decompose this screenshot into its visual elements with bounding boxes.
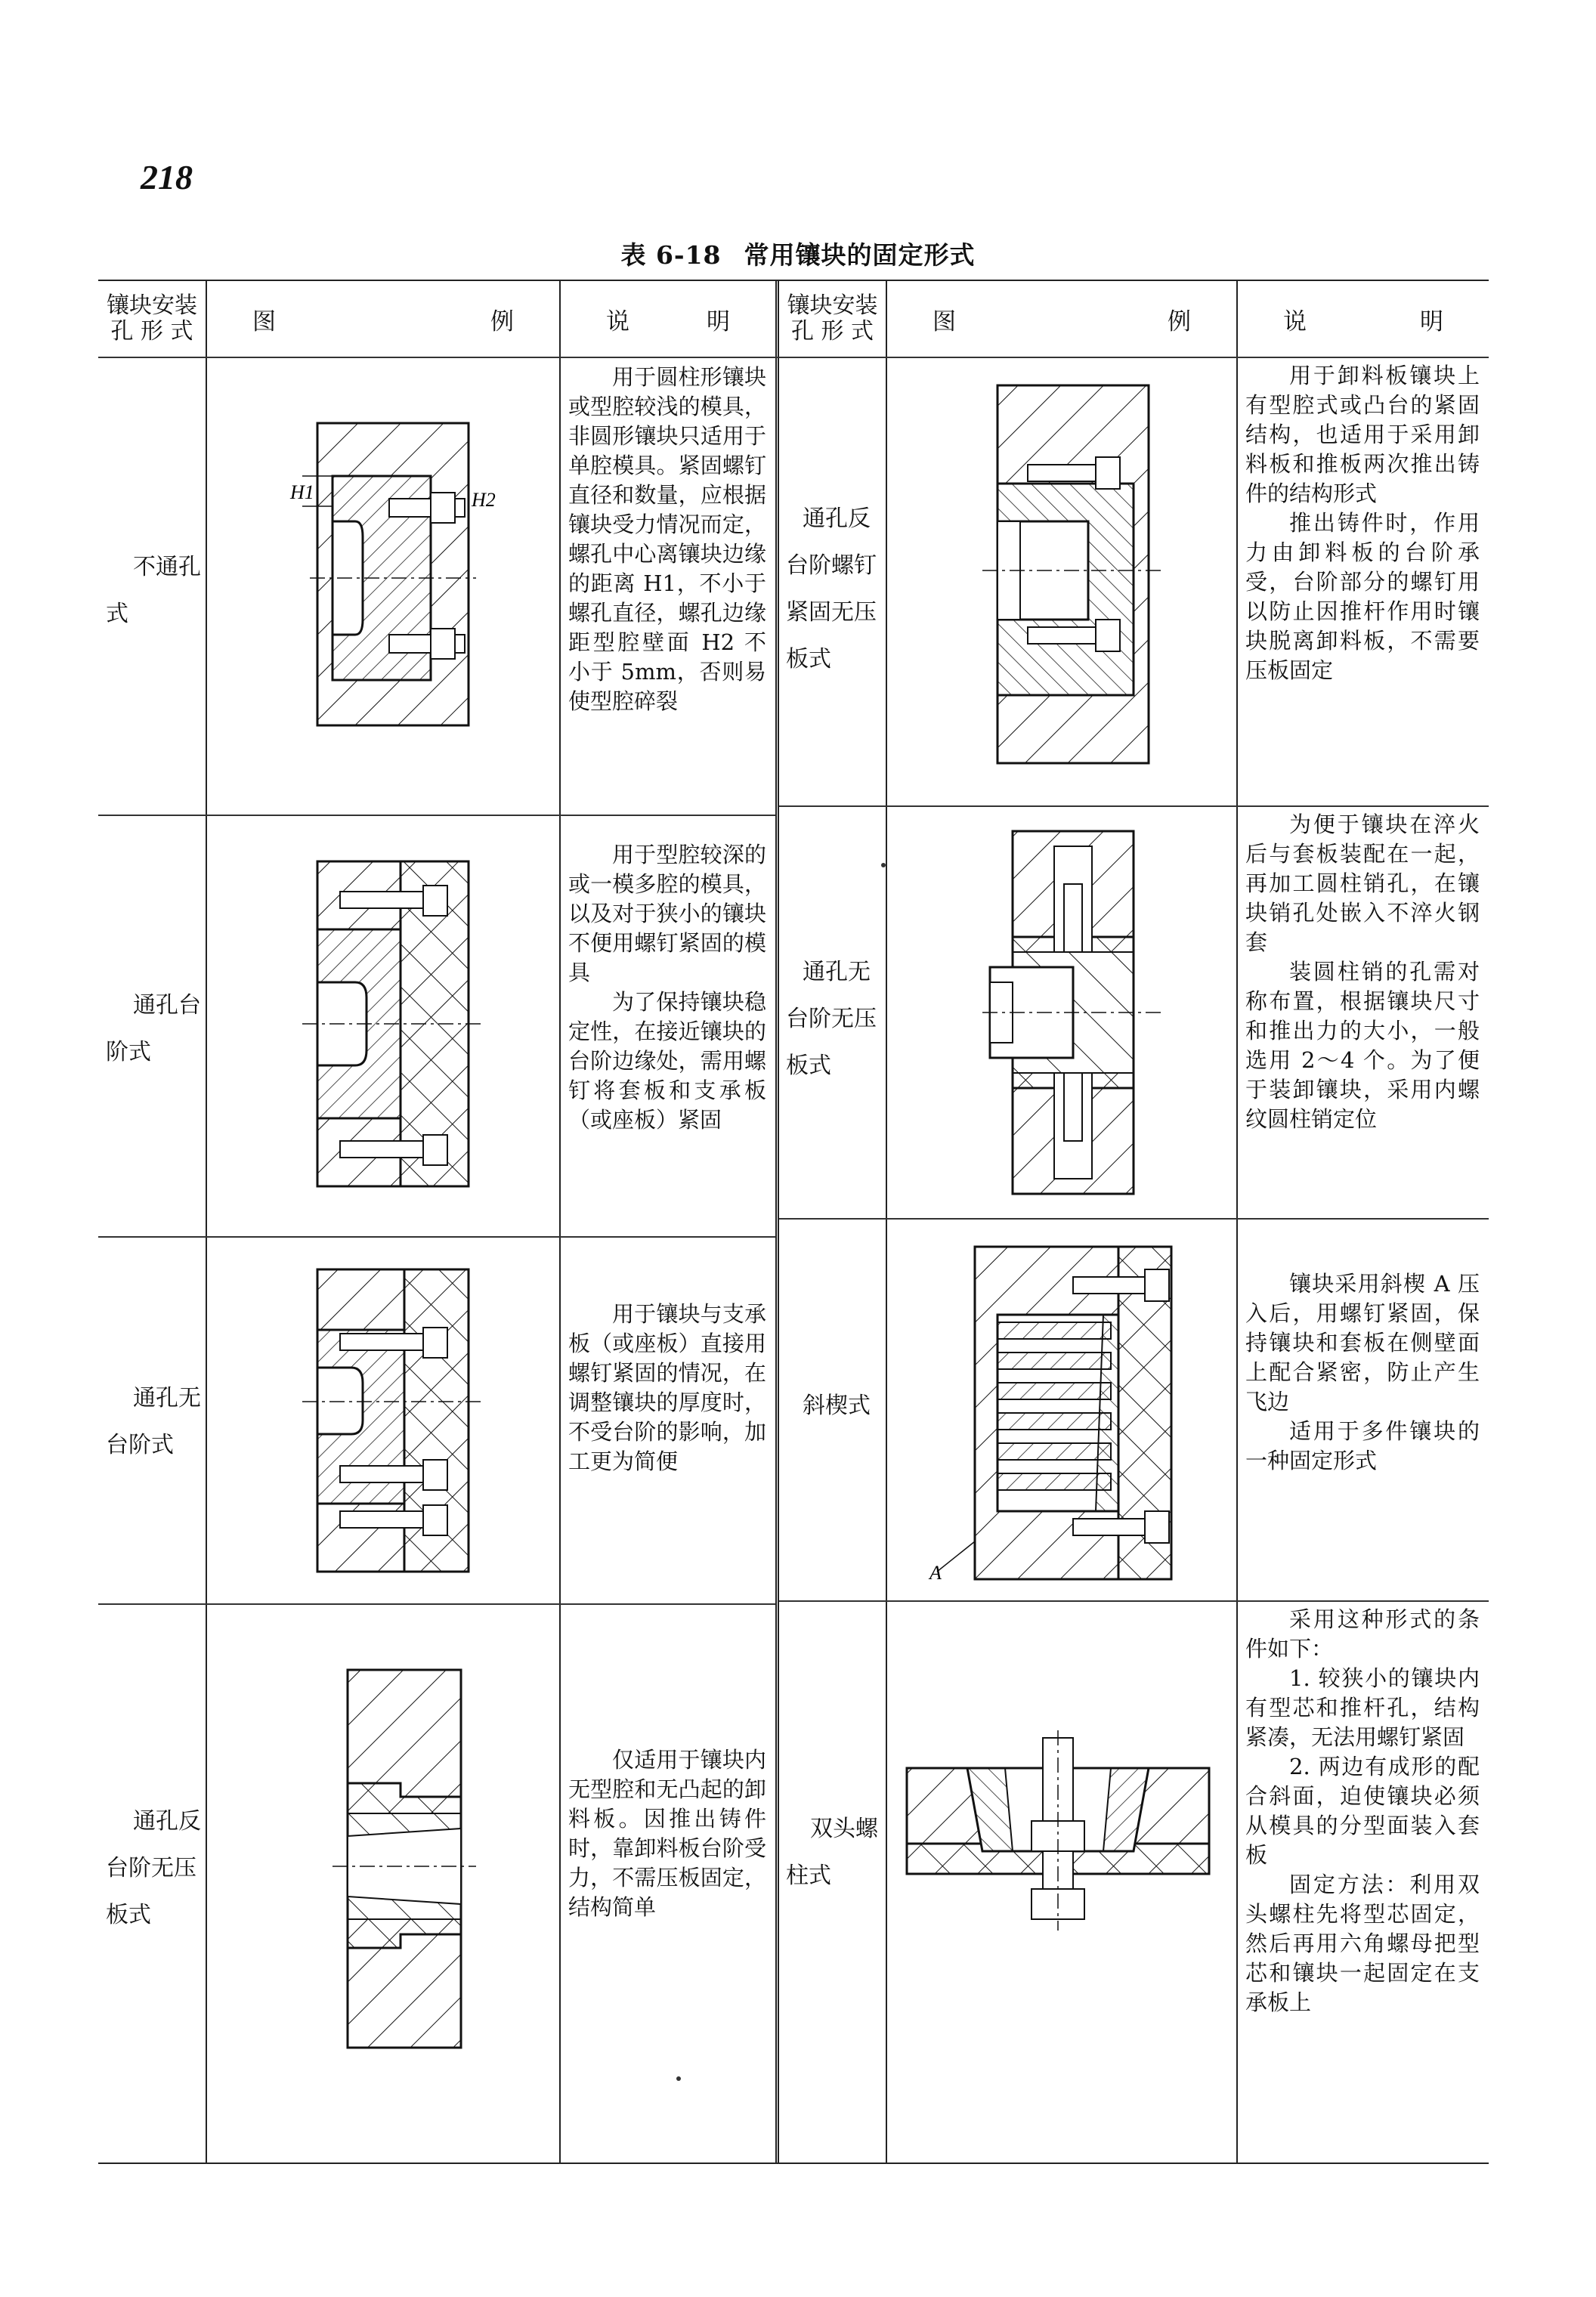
- description: [568, 363, 766, 716]
- description: [568, 1300, 766, 1476]
- reverse-step-plate-figure: [325, 1662, 476, 2055]
- description-paragraph: 采用这种形式的条件如下：: [1245, 1606, 1480, 1662]
- description: [1245, 361, 1480, 685]
- header-form: [779, 281, 886, 357]
- form-label: [786, 949, 884, 1090]
- row-rule: [98, 1236, 775, 1238]
- header-form: [98, 281, 206, 357]
- header-figure-char: 图: [252, 308, 276, 335]
- form-label-line: 柱式: [786, 1863, 831, 1889]
- header-figure: [887, 281, 1236, 357]
- header-form-line1: 镶块安装: [107, 292, 197, 319]
- stepped-through-hole-figure: [302, 846, 484, 1201]
- table-caption: 常用镶块的固定形式: [744, 240, 976, 270]
- form-label-line: 通孔台: [133, 992, 201, 1019]
- wedge-insert-figure: [929, 1239, 1217, 1587]
- description-paragraph: 仅适用于镶块内无型腔和无凸起的卸料板。因推出铸件时，靠卸料板台阶受力，不需压板固定，结构简单: [568, 1747, 766, 1920]
- col-divider: [886, 280, 887, 2163]
- form-label-line: 斜楔式: [803, 1393, 871, 1419]
- form-label: [106, 1798, 204, 1939]
- header-note-char: 明: [1420, 308, 1443, 335]
- plain-through-hole-figure: [302, 1262, 484, 1579]
- description-paragraph: 为了保持镶块稳定性，在接近镶块的台阶边缘处，需用螺钉将套板和支承板（或座板）紧固: [568, 989, 766, 1133]
- form-label-line: 板式: [106, 1902, 151, 1928]
- description-paragraph: 用于型腔较深的或一模多腔的模具，以及对于狭小的镶块不便用螺钉紧固的模具: [568, 842, 766, 985]
- form-label-line: 紧固无压: [786, 599, 877, 626]
- description: [1245, 1269, 1480, 1476]
- description-paragraph: 固定方法：利用双头螺柱先将型芯固定，然后再用六角螺母把型芯和镶块一起固定在支承板上: [1245, 1872, 1480, 2015]
- row-rule: [779, 1218, 1489, 1220]
- description-paragraph: 适用于多件镶块的一种固定形式: [1245, 1418, 1480, 1473]
- table-number: 表 6-18: [620, 240, 722, 270]
- row-rule: [98, 815, 775, 816]
- description-paragraph: 2. 两边有成形的配合斜面，迫使镶块必须从模具的分型面装入套板: [1245, 1754, 1480, 1868]
- blind-hole-insert-figure: [287, 408, 496, 740]
- scan-speck: [881, 863, 886, 867]
- description-paragraph: 装圆柱销的孔需对称布置，根据镶块尺寸和推出力的大小，一般选用 2～4 个。为了便于装卸镶块，采用内螺纹圆柱销定位: [1245, 959, 1480, 1132]
- header-figure-char: 图: [933, 308, 956, 335]
- header-form-line2: 孔 形 式: [790, 318, 874, 345]
- col-divider: [206, 280, 207, 2163]
- form-label-line: 板式: [786, 646, 831, 672]
- form-label: [786, 496, 884, 683]
- header-note: [1238, 281, 1489, 357]
- header-form-line2: 孔 形 式: [110, 318, 193, 345]
- description-paragraph: 用于镶块与支承板（或座板）直接用螺钉紧固的情况，在调整镶块的厚度时，不受台阶的影响，加工更为简便: [568, 1301, 766, 1474]
- description: [1245, 810, 1480, 1134]
- form-label-line: 通孔无: [803, 959, 871, 985]
- description-paragraph: 用于卸料板镶块上有型腔式或凸台的紧固结构，也适用于采用卸料板和推板两次推出铸件的结构形式: [1245, 363, 1480, 506]
- description-paragraph: 镶块采用斜楔 A 压入后，用螺钉紧固，保持镶块和套板在侧壁面上配合紧密，防止产生飞边: [1245, 1271, 1480, 1414]
- form-label-line: 双头螺: [810, 1816, 878, 1842]
- header-figure-char: 例: [490, 308, 514, 335]
- header-note-char: 说: [1283, 308, 1307, 335]
- double-stud-figure: [899, 1738, 1217, 1934]
- center-double-divider: [775, 280, 779, 2163]
- col-divider: [559, 280, 561, 2163]
- header-form-line1: 镶块安装: [787, 292, 878, 319]
- description: [568, 840, 766, 1135]
- table-title: [0, 236, 1596, 271]
- table-bottom-rule: [98, 2163, 1489, 2164]
- description-paragraph: 推出铸件时，作用力由卸料板的台阶承受，台阶部分的螺钉用以防止因推杆作用时镶块脱离卸料板，不需要压板固定: [1245, 510, 1480, 683]
- form-label-line: 台阶无压: [786, 1006, 877, 1032]
- description-paragraph: 为便于镶块在淬火后与套板装配在一起，再加工圆柱销孔，在镶块销孔处嵌入不淬火钢套: [1245, 812, 1480, 955]
- form-label-line: 通孔反: [133, 1808, 201, 1835]
- col-divider: [1236, 280, 1238, 2163]
- header-note: [561, 281, 775, 357]
- header-figure-char: 例: [1168, 308, 1191, 335]
- page-number: 218: [141, 158, 193, 196]
- wedge-a-label: A: [929, 1562, 942, 1584]
- scan-speck: [676, 2076, 681, 2081]
- form-label: [106, 1375, 204, 1469]
- description-paragraph: 1. 较狭小的镶块内有型芯和推杆孔，结构紧凑，无法用螺钉紧固: [1245, 1665, 1480, 1750]
- form-label-line: 式: [106, 601, 128, 627]
- form-label-line: 不通孔: [133, 554, 201, 580]
- header-rule: [98, 357, 1489, 358]
- row-rule: [98, 1603, 775, 1605]
- form-label-line: 台阶螺钉: [786, 552, 877, 579]
- form-label-line: 台阶无压: [106, 1855, 196, 1881]
- form-label-line: 台阶式: [106, 1432, 174, 1458]
- dowel-pin-insert-figure: [982, 824, 1164, 1201]
- form-label-line: 板式: [786, 1053, 831, 1079]
- reverse-step-screw-figure: [982, 378, 1164, 771]
- h2-label: H2: [472, 489, 496, 511]
- form-label-line: 阶式: [106, 1039, 151, 1065]
- description: [1245, 1605, 1480, 2017]
- form-label: [786, 1806, 884, 1900]
- header-note-char: 明: [707, 308, 730, 335]
- h1-label: H1: [290, 481, 314, 503]
- description-paragraph: 用于圆柱形镶块或型腔较浅的模具，非圆形镶块只适用于单腔模具。紧固螺钉直径和数量，应根据镶块受力情况而定，螺孔中心离镶块边缘的距离 H1，不小于螺孔直径，螺孔边缘距型腔壁面 H2 不小于 5mm，否则易使型腔碎裂: [568, 364, 766, 714]
- form-label-line: 通孔无: [133, 1385, 201, 1411]
- header-figure: [207, 281, 559, 357]
- form-label: [106, 544, 204, 638]
- form-label-line: 通孔反: [803, 505, 871, 532]
- form-label: [106, 982, 204, 1076]
- row-rule: [779, 1600, 1489, 1602]
- description: [568, 1745, 766, 1922]
- header-note-char: 说: [606, 308, 629, 335]
- form-label: [803, 1383, 886, 1430]
- row-rule: [779, 805, 1489, 807]
